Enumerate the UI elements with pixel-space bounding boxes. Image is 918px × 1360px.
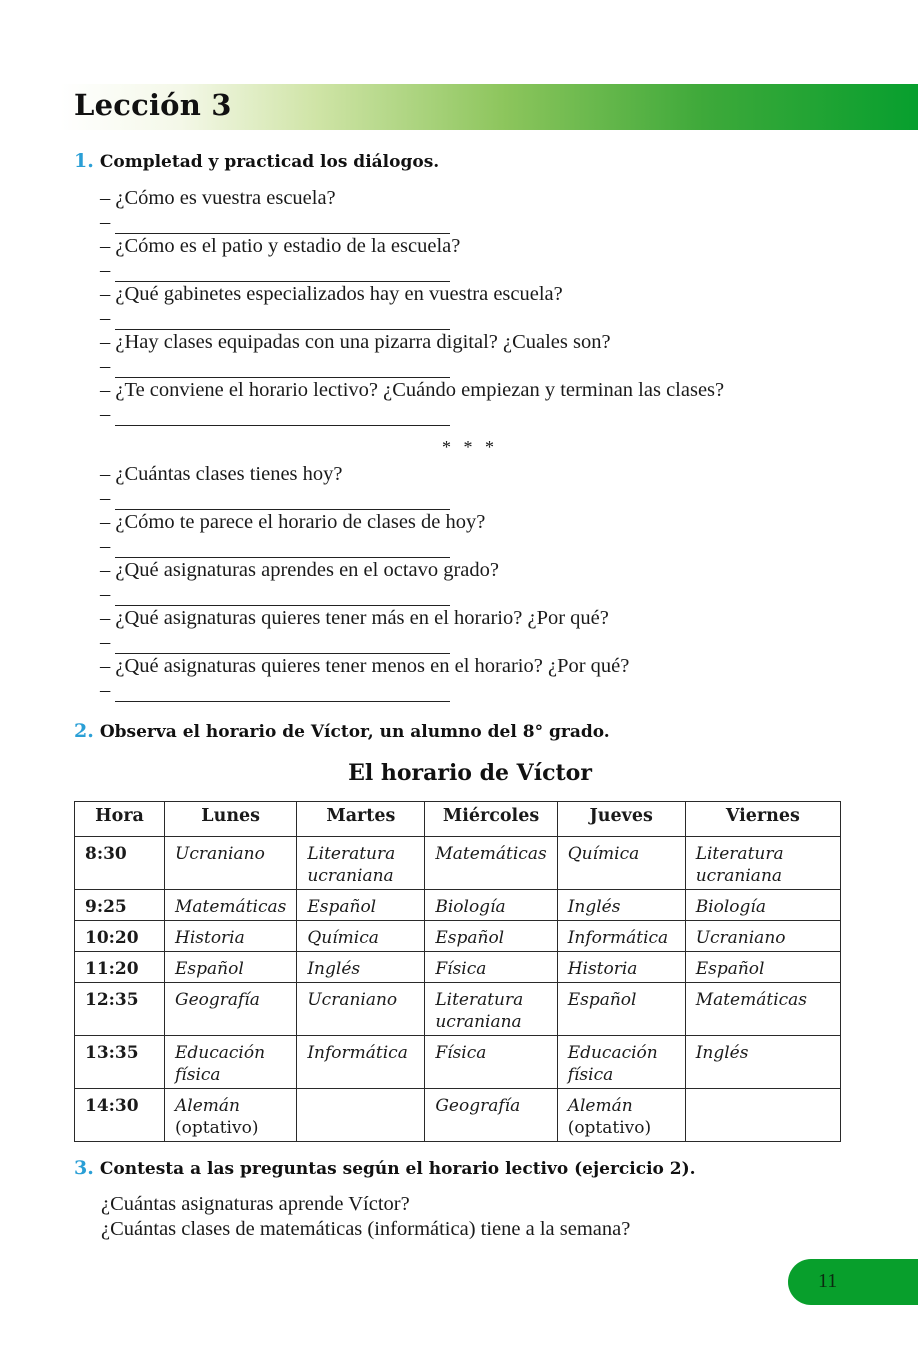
dialog-question: – ¿Qué asignaturas aprendes en el octavo grado? xyxy=(100,559,500,581)
question-line: ¿Cuántas clases de matemáticas (informática) tiene a la semana? xyxy=(101,1218,631,1240)
answer-line[interactable]: – xyxy=(100,402,860,426)
subject-cell xyxy=(557,1089,685,1142)
subject-name: Alemán xyxy=(567,1096,633,1116)
subject-cell: Matemáticas xyxy=(685,983,840,1036)
subject-cell: Literatura ucraniana xyxy=(685,837,840,890)
dialog-question: – ¿Qué asignaturas quieres tener menos en el horario? ¿Por qué? xyxy=(100,655,630,677)
answer-line[interactable]: – xyxy=(100,258,860,282)
hour-cell: 12:35 xyxy=(75,983,165,1036)
subject-cell: Informática xyxy=(557,921,685,952)
dialog-question: – ¿Cómo es el patio y estadio de la escuela? xyxy=(100,235,461,257)
subject-cell: Matemáticas xyxy=(165,890,297,921)
subject-cell: Ucraniano xyxy=(165,837,297,890)
subject-cell: Español xyxy=(165,952,297,983)
subject-cell: Español xyxy=(297,890,425,921)
header-cell-tuesday: Martes xyxy=(297,802,425,837)
hour-cell: 13:35 xyxy=(75,1036,165,1089)
answer-line[interactable]: – xyxy=(100,210,860,234)
section-separator: * * * xyxy=(442,437,498,457)
answer-line[interactable]: – xyxy=(100,306,860,330)
table-row xyxy=(75,837,841,890)
subject-cell: Física xyxy=(425,1036,557,1089)
dialog-block-2 xyxy=(100,462,860,702)
page-number: 11 xyxy=(818,1270,838,1292)
optional-note: (optativo) xyxy=(567,1118,652,1138)
subject-cell: Ucraniano xyxy=(297,983,425,1036)
subject-cell: Inglés xyxy=(685,1036,840,1089)
header-cell-wednesday: Miércoles xyxy=(425,802,557,837)
subject-cell: Español xyxy=(425,921,557,952)
answer-line[interactable]: – xyxy=(100,678,860,702)
subject-cell: Química xyxy=(297,921,425,952)
hour-cell: 8:30 xyxy=(75,837,165,890)
answer-blank[interactable] xyxy=(115,261,450,282)
exercise-3-heading xyxy=(74,1157,696,1179)
subject-cell: Educación física xyxy=(165,1036,297,1089)
subject-cell: Matemáticas xyxy=(425,837,557,890)
table-row xyxy=(75,983,841,1036)
dialog-question: – ¿Te conviene el horario lectivo? ¿Cuándo empiezan y terminan las clases? xyxy=(100,379,725,401)
dialog-question: – ¿Hay clases equipadas con una pizarra digital? ¿Cuales son? xyxy=(100,331,611,353)
schedule-header-row xyxy=(75,802,841,837)
answer-blank[interactable] xyxy=(115,681,450,702)
exercise-2-number: 2. xyxy=(74,720,94,742)
header-cell-thursday: Jueves xyxy=(557,802,685,837)
subject-cell: Física xyxy=(425,952,557,983)
schedule-title: El horario de Víctor xyxy=(348,760,592,786)
subject-cell: Español xyxy=(685,952,840,983)
hour-cell: 11:20 xyxy=(75,952,165,983)
table-row xyxy=(75,1036,841,1089)
answer-blank[interactable] xyxy=(115,405,450,426)
subject-cell: Biología xyxy=(425,890,557,921)
table-row xyxy=(75,1089,841,1142)
dialog-question: – ¿Qué asignaturas quieres tener más en el horario? ¿Por qué? xyxy=(100,607,609,629)
subject-cell: Literatura ucraniana xyxy=(297,837,425,890)
subject-cell: Historia xyxy=(557,952,685,983)
subject-cell xyxy=(165,1089,297,1142)
exercise-2-heading xyxy=(74,720,610,742)
subject-cell: Español xyxy=(557,983,685,1036)
exercise-3-number: 3. xyxy=(74,1157,94,1179)
subject-cell: Inglés xyxy=(297,952,425,983)
answer-line[interactable]: – xyxy=(100,534,860,558)
subject-cell: Ucraniano xyxy=(685,921,840,952)
hour-cell: 9:25 xyxy=(75,890,165,921)
header-cell-hour: Hora xyxy=(75,802,165,837)
answer-blank[interactable] xyxy=(115,489,450,510)
answer-blank[interactable] xyxy=(115,357,450,378)
header-cell-monday: Lunes xyxy=(165,802,297,837)
subject-cell: Historia xyxy=(165,921,297,952)
subject-cell: Química xyxy=(557,837,685,890)
subject-cell: Informática xyxy=(297,1036,425,1089)
exercise-2-instruction: Observa el horario de Víctor, un alumno del 8° grado. xyxy=(99,722,610,742)
table-row xyxy=(75,952,841,983)
subject-cell xyxy=(685,1089,840,1142)
answer-line[interactable]: – xyxy=(100,486,860,510)
answer-blank[interactable] xyxy=(115,633,450,654)
dialog-question: – ¿Qué gabinetes especializados hay en vuestra escuela? xyxy=(100,283,563,305)
answer-blank[interactable] xyxy=(115,585,450,606)
subject-cell: Literatura ucraniana xyxy=(425,983,557,1036)
subject-cell: Geografía xyxy=(425,1089,557,1142)
answer-line[interactable]: – xyxy=(100,630,860,654)
subject-cell: Educación física xyxy=(557,1036,685,1089)
exercise-1-number: 1. xyxy=(74,150,94,172)
dialog-question: – ¿Cuántas clases tienes hoy? xyxy=(100,463,343,485)
optional-note: (optativo) xyxy=(175,1118,259,1138)
exercise-3-questions xyxy=(101,1192,630,1242)
subject-cell: Inglés xyxy=(557,890,685,921)
hour-cell: 14:30 xyxy=(75,1089,165,1142)
table-row xyxy=(75,921,841,952)
dialog-question: – ¿Cómo es vuestra escuela? xyxy=(100,187,336,209)
answer-blank[interactable] xyxy=(115,537,450,558)
subject-cell xyxy=(297,1089,425,1142)
header-cell-friday: Viernes xyxy=(685,802,840,837)
page-number-tab xyxy=(788,1259,918,1305)
exercise-1-heading xyxy=(74,150,439,172)
question-line: ¿Cuántas asignaturas aprende Víctor? xyxy=(101,1193,410,1215)
exercise-3-instruction: Contesta a las preguntas según el horario lectivo (ejercicio 2). xyxy=(99,1159,696,1179)
dialog-question: – ¿Cómo te parece el horario de clases de hoy? xyxy=(100,511,486,533)
subject-cell: Geografía xyxy=(165,983,297,1036)
hour-cell: 10:20 xyxy=(75,921,165,952)
table-row xyxy=(75,890,841,921)
answer-blank[interactable] xyxy=(115,309,450,330)
dialog-block-1 xyxy=(100,186,860,426)
answer-line[interactable]: – xyxy=(100,582,860,606)
subject-name: Alemán xyxy=(175,1096,240,1116)
lesson-title: Lección 3 xyxy=(74,88,232,122)
subject-cell: Biología xyxy=(685,890,840,921)
exercise-1-instruction: Completad y practicad los diálogos. xyxy=(99,152,440,172)
answer-blank[interactable] xyxy=(115,213,450,234)
answer-line[interactable]: – xyxy=(100,354,860,378)
schedule-table xyxy=(74,801,841,1142)
